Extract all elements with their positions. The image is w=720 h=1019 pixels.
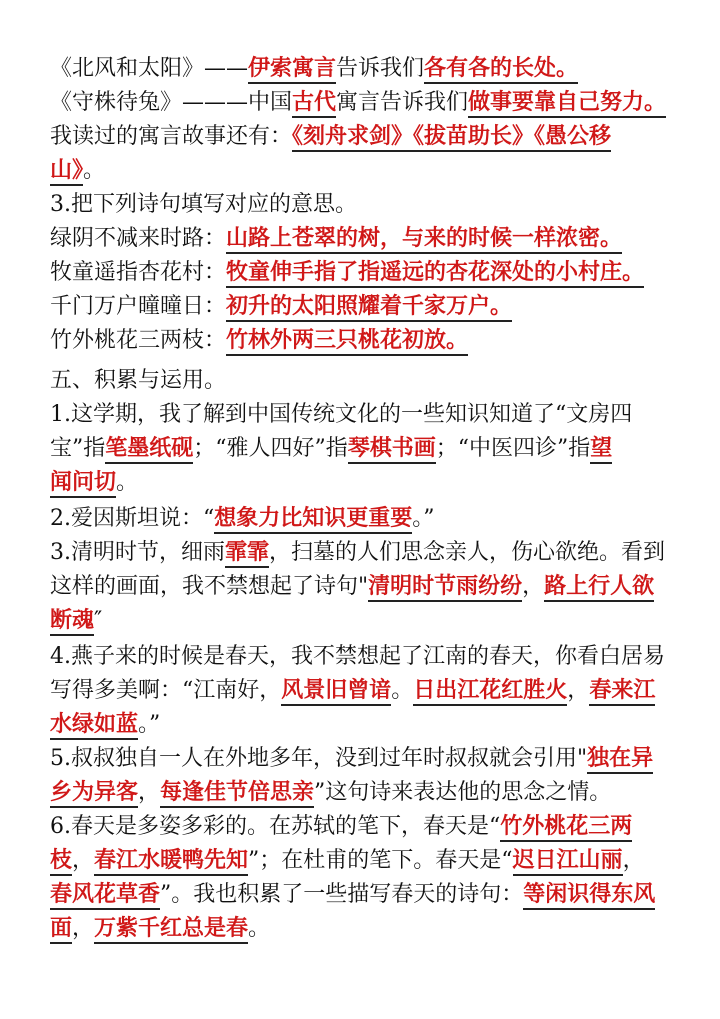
prompt-text: 牧童遥指杏花村： <box>50 260 227 285</box>
prompt-text: ”。我也积累了一些描写春天的诗句： <box>160 882 524 907</box>
prompt-text: 1.这学期，我了解到中国传统文化的一些知识知道了“文房四 <box>50 402 633 427</box>
answer-text: 竹外桃花三两 <box>500 814 632 842</box>
prompt-text: 五、积累与运用。 <box>50 368 227 393</box>
prompt-text: 竹外桃花三两枝： <box>50 328 227 353</box>
prompt-text: 千门万户曈曈日： <box>50 294 227 319</box>
answer-text: 琴棋书画 <box>348 436 436 464</box>
text-line <box>50 708 160 742</box>
prompt-text: 。” <box>412 506 435 531</box>
prompt-text: ″ <box>94 608 103 633</box>
answer-text: 笔墨纸砚 <box>105 436 193 464</box>
text-line <box>50 256 644 290</box>
prompt-text: 。 <box>83 158 106 183</box>
prompt-text: 6.春天是多姿多彩的。在苏轼的笔下，春天是“ <box>50 814 501 839</box>
answer-text: 各有各的长处。 <box>424 56 578 84</box>
answer-text: 等闲识得东风 <box>523 882 655 910</box>
prompt-text: ”；在杜甫的笔下。春天是“ <box>248 848 513 873</box>
answer-text: 山路上苍翠的树，与来的时候一样浓密。 <box>226 226 622 254</box>
answer-text: 日出江花红胜火 <box>413 678 567 706</box>
text-line <box>50 674 655 708</box>
prompt-text: 3.清明时节，细雨 <box>50 540 225 565</box>
prompt-text: 。 <box>391 678 414 703</box>
text-line <box>50 536 665 570</box>
prompt-text: ， <box>72 848 95 873</box>
prompt-text: 。 <box>248 916 271 941</box>
text-line <box>50 502 435 536</box>
prompt-text: ， <box>138 780 161 805</box>
prompt-text: 告诉我们 <box>336 56 425 81</box>
prompt-text: 写得多美啊：“江南好， <box>50 678 282 703</box>
prompt-text: ，扫墓的人们思念亲人，伤心欲绝。看到 <box>269 540 666 565</box>
answer-text: 《刻舟求剑》《拔苗助长》《愚公移 <box>292 124 611 152</box>
answer-text: 初升的太阳照耀着千家万户。 <box>226 294 512 322</box>
answer-text: 万紫千红总是春 <box>94 916 248 944</box>
text-line <box>50 290 512 324</box>
answer-text: 面 <box>50 916 72 944</box>
prompt-text: 绿阴不减来时路： <box>50 226 227 251</box>
text-line <box>50 86 666 120</box>
answer-text: 春来江 <box>589 678 655 706</box>
prompt-text: ；“雅人四好”指 <box>193 436 348 461</box>
answer-text: 山》 <box>50 158 83 186</box>
answer-text: 断魂 <box>50 608 94 636</box>
text-line <box>50 878 655 912</box>
answer-text: 路上行人欲 <box>544 574 654 602</box>
answer-text: 独在异 <box>587 746 653 774</box>
prompt-text: 寓言告诉我们 <box>336 90 469 115</box>
answer-text: 古代 <box>292 90 336 118</box>
prompt-text: 。” <box>138 712 161 737</box>
prompt-text: ， <box>622 848 645 873</box>
answer-text: 想象力比知识更重要 <box>214 506 412 534</box>
prompt-text: ， <box>522 574 545 599</box>
prompt-text: 。 <box>116 470 139 495</box>
prompt-text: 2.爱因斯坦说：“ <box>50 506 215 531</box>
answer-text: 春风花草香 <box>50 882 160 910</box>
answer-text: 霏霏 <box>225 540 269 568</box>
text-line <box>50 570 654 604</box>
answer-text: 闻问切 <box>50 470 116 498</box>
text-line <box>50 466 138 500</box>
prompt-text: 宝”指 <box>50 436 106 461</box>
text-line <box>50 398 632 432</box>
text-line <box>50 912 270 946</box>
text-line <box>50 776 611 810</box>
text-line <box>50 604 102 638</box>
prompt-text: 这样的画面，我不禁想起了诗句" <box>50 574 369 599</box>
prompt-text: ；“中医四诊”指 <box>435 436 591 461</box>
text-line <box>50 810 632 844</box>
answer-text: 枝 <box>50 848 72 876</box>
prompt-text: ， <box>72 916 95 941</box>
prompt-text: 《北风和太阳》—— <box>50 56 249 81</box>
text-line <box>50 52 578 86</box>
text-line <box>50 742 653 776</box>
prompt-text: 《守株待兔》———中国 <box>50 90 293 115</box>
prompt-text: 5.叔叔独自一人在外地多年，没到过年时叔叔就会引用" <box>50 746 588 771</box>
answer-text: 望 <box>590 436 612 464</box>
answer-text: 春江水暖鸭先知 <box>94 848 248 876</box>
answer-text: 乡为异客 <box>50 780 138 808</box>
answer-text: 做事要靠自己努力。 <box>468 90 666 118</box>
answer-text: 竹林外两三只桃花初放。 <box>226 328 468 356</box>
prompt-text: ， <box>567 678 590 703</box>
text-line <box>50 120 611 154</box>
text-line <box>50 640 665 674</box>
text-line <box>50 844 645 878</box>
text-line <box>50 324 468 358</box>
text-line <box>50 188 357 222</box>
prompt-text: ”这句诗来表达他的思念之情。 <box>314 780 612 805</box>
text-line <box>50 222 622 256</box>
prompt-text: 3.把下列诗句填写对应的意思。 <box>50 192 357 217</box>
prompt-text: 我读过的寓言故事还有： <box>50 124 293 149</box>
answer-text: 牧童伸手指了指遥远的杏花深处的小村庄。 <box>226 260 644 288</box>
section-heading <box>50 364 226 398</box>
prompt-text: 4.燕子来的时候是春天，我不禁想起了江南的春天，你看白居易 <box>50 644 665 669</box>
answer-text: 迟日江山丽 <box>513 848 623 876</box>
answer-text: 风景旧曾谙 <box>281 678 391 706</box>
text-line <box>50 432 612 466</box>
answer-text: 每逢佳节倍思亲 <box>160 780 314 808</box>
answer-text: 水绿如蓝 <box>50 712 138 740</box>
text-line <box>50 154 105 188</box>
answer-text: 伊索寓言 <box>248 56 336 84</box>
answer-text: 清明时节雨纷纷 <box>368 574 522 602</box>
